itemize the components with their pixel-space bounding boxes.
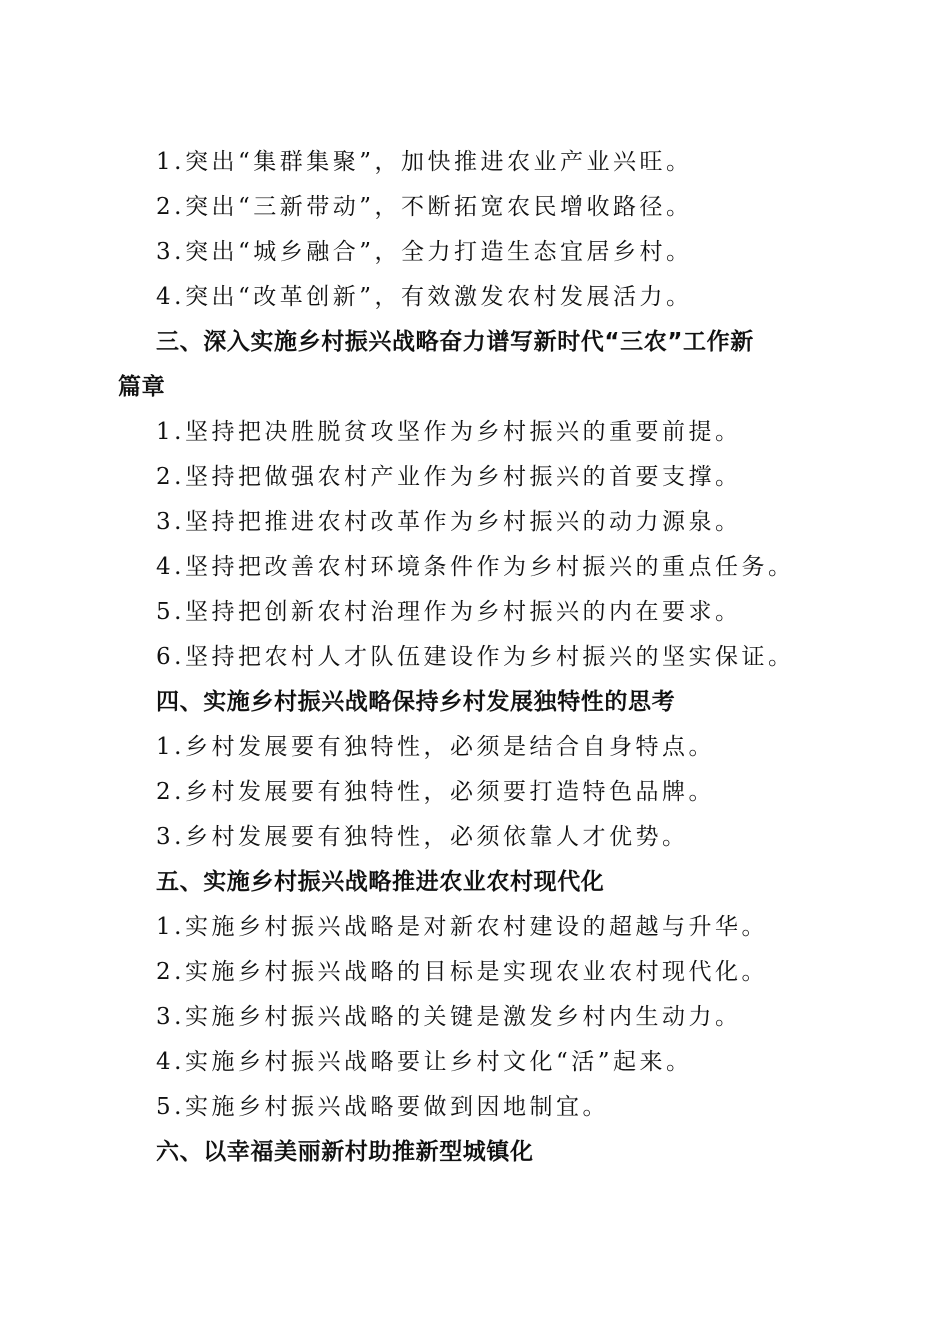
list-item: 4.实施乡村振兴战略要让乡村文化“活”起来。 (156, 1049, 693, 1075)
list-item: 2.突出“三新带动”，不断拓宽农民增收路径。 (156, 194, 693, 220)
section-heading: 三、深入实施乡村振兴战略奋力谱写新时代“三农”工作新 (156, 329, 754, 355)
list-item: 3.突出“城乡融合”，全力打造生态宜居乡村。 (156, 239, 693, 265)
list-item: 2.坚持把做强农村产业作为乡村振兴的首要支撑。 (156, 464, 742, 490)
section-five (118, 860, 838, 1130)
list-item: 4.坚持把改善农村环境条件作为乡村振兴的重点任务。 (156, 554, 795, 580)
list-item: 5.实施乡村振兴战略要做到因地制宜。 (156, 1094, 609, 1120)
list-item: 3.坚持把推进农村改革作为乡村振兴的动力源泉。 (156, 509, 742, 535)
section-heading-continued: 篇章 (118, 374, 166, 400)
list-item: 1.乡村发展要有独特性，必须是结合自身特点。 (156, 734, 715, 760)
list-item: 2.实施乡村振兴战略的目标是实现农业农村现代化。 (156, 959, 768, 985)
list-item: 1.坚持把决胜脱贫攻坚作为乡村振兴的重要前提。 (156, 419, 742, 445)
section-four (118, 680, 838, 860)
list-item: 6.坚持把农村人才队伍建设作为乡村振兴的坚实保证。 (156, 644, 795, 670)
section-six (118, 1130, 838, 1175)
section-two-items (118, 140, 838, 320)
section-heading: 五、实施乡村振兴战略推进农业农村现代化 (156, 869, 605, 895)
section-three (118, 320, 838, 680)
list-item: 1.突出“集群集聚”，加快推进农业产业兴旺。 (156, 149, 693, 175)
list-item: 2.乡村发展要有独特性，必须要打造特色品牌。 (156, 779, 715, 805)
list-item: 1.实施乡村振兴战略是对新农村建设的超越与升华。 (156, 914, 768, 940)
section-heading: 六、以幸福美丽新村助推新型城镇化 (156, 1139, 534, 1165)
list-item: 3.实施乡村振兴战略的关键是激发乡村内生动力。 (156, 1004, 742, 1030)
document-body (118, 140, 838, 1175)
list-item: 3.乡村发展要有独特性，必须依靠人才优势。 (156, 824, 689, 850)
list-item: 5.坚持把创新农村治理作为乡村振兴的内在要求。 (156, 599, 742, 625)
list-item: 4.突出“改革创新”，有效激发农村发展活力。 (156, 284, 693, 310)
section-heading: 四、实施乡村振兴战略保持乡村发展独特性的思考 (156, 689, 676, 715)
